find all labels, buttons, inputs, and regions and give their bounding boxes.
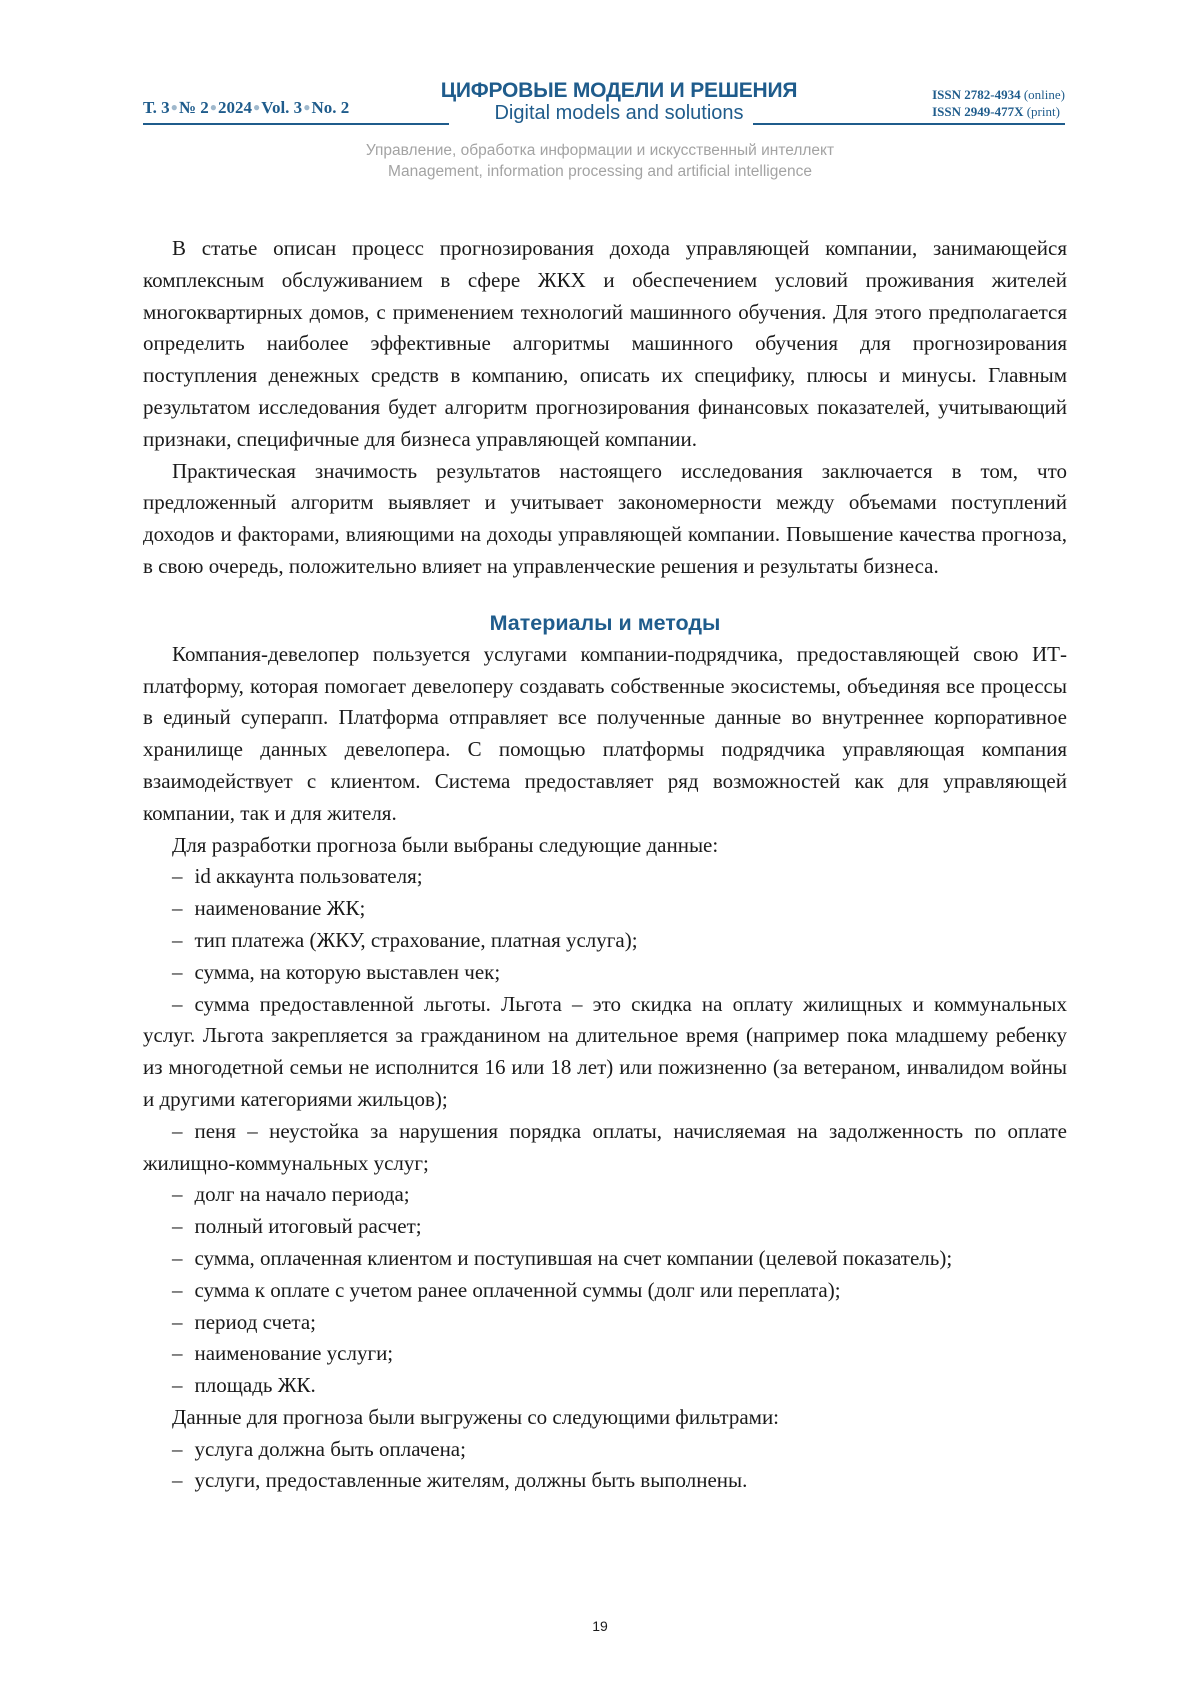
list-dash: – — [172, 1373, 183, 1398]
list-item — [143, 1275, 1067, 1307]
list-item — [143, 1307, 1067, 1339]
list-item — [143, 1370, 1067, 1402]
list-item — [143, 1465, 1067, 1497]
paragraph: Для разработки прогноза были выбраны следующие данные: — [172, 832, 719, 857]
list-item — [143, 1179, 1067, 1211]
list-item-text: площадь ЖК. — [194, 1373, 316, 1398]
list-item — [143, 989, 1067, 1116]
list-item-text: тип платежа (ЖКУ, страхование, платная услуга); — [194, 927, 638, 952]
list-item-text: сумма, на которую выставлен чек; — [194, 959, 501, 984]
list-item — [143, 1243, 1067, 1275]
list-dash: – — [172, 1468, 183, 1493]
list-item — [143, 1434, 1067, 1466]
list-item-text: услуги, предоставленные жителям, должны быть выполнены. — [194, 1468, 748, 1493]
list-item-text: полный итоговый расчет; — [194, 1214, 422, 1239]
list-dash: – — [172, 991, 183, 1016]
list-item — [143, 1116, 1067, 1180]
header-rule-left — [143, 123, 449, 125]
list-dash: – — [172, 1436, 183, 1461]
section-title-en: Management, information processing and artificial intelligence — [388, 163, 812, 180]
list-item-text: наименование услуги; — [194, 1341, 394, 1366]
journal-title-en: Digital models and solutions — [494, 102, 744, 124]
list-dash: – — [172, 959, 183, 984]
list-item-text: долг на начало периода; — [194, 1182, 410, 1207]
list-item — [143, 861, 1067, 893]
list-item — [143, 893, 1067, 925]
journal-title-ru: ЦИФРОВЫЕ МОДЕЛИ И РЕШЕНИЯ — [440, 79, 798, 102]
list-item-text: сумма к оплате с учетом ранее оплаченной суммы (долг или переплата); — [194, 1277, 841, 1302]
section-heading: Материалы и методы — [489, 610, 721, 635]
list-dash: – — [172, 1245, 183, 1270]
paragraph: Практическая значимость результатов настоящего исследования заключается в том, что предложенный алгоритм выявляет и учитывает закономерности между объемами поступлений доходов и факторами, влияющими на доходы управляющей компании. Повышение качества прогноза, в свою очередь, положительно влияет на управленческие решения и результаты бизнеса. — [143, 458, 1067, 578]
list-item-text: сумма, оплаченная клиентом и поступившая на счет компании (целевой показатель); — [194, 1245, 953, 1270]
list-item-text: период счета; — [194, 1309, 316, 1334]
list-dash: – — [172, 1118, 183, 1143]
list-item — [143, 957, 1067, 989]
paragraph: Компания-девелопер пользуется услугами компании-подрядчика, предоставляющей свою ИТ-платформу, которая помогает девелоперу создавать собственные экосистемы, объединяя все процессы в единый суперапп. Платформа отправляет все полученные данные во внутреннее корпоративное хранилище данных девелопера. С помощью платформы подрядчика управляющая компания взаимодействует с клиентом. Система предоставляет ряд возможностей как для управляющей компании, так и для жителя. — [143, 641, 1067, 825]
list-item — [143, 1338, 1067, 1370]
list-dash: – — [172, 927, 183, 952]
list-dash: – — [172, 1182, 183, 1207]
list-item-text: id аккаунта пользователя; — [194, 864, 423, 889]
article-body — [143, 233, 1067, 1497]
volume-info: Т. 3●№ 2●2024●Vol. 3●No. 2 — [143, 98, 350, 117]
list-dash: – — [172, 1277, 183, 1302]
header-rule-right — [753, 123, 1065, 125]
page-number: 19 — [592, 1618, 608, 1634]
paragraph: Данные для прогноза были выгружены со следующими фильтрами: — [172, 1404, 780, 1429]
list-dash: – — [172, 1214, 183, 1239]
list-item — [143, 1211, 1067, 1243]
paragraph: В статье описан процесс прогнозирования дохода управляющей компании, занимающейся комплексным обслуживанием в сфере ЖКХ и обеспечением условий проживания жителей многоквартирных домов, с применением технологий машинного обучения. Для этого предполагается определить наиболее эффективные алгоритмы машинного обучения для прогнозирования поступления денежных средств в компанию, описать их специфику, плюсы и минусы. Главным результатом исследования будет алгоритм прогнозирования финансовых показателей, учитывающий признаки, специфичные для бизнеса управляющей компании. — [143, 236, 1067, 451]
list-dash: – — [172, 864, 183, 889]
data-fields-list — [143, 861, 1067, 1402]
issn-block: ISSN 2782-4934 (online) ISSN 2949-477X (print) — [932, 87, 1065, 119]
section-title — [0, 140, 1200, 182]
list-dash: – — [172, 896, 183, 921]
section-title-ru: Управление, обработка информации и искусственный интеллект — [365, 142, 835, 159]
running-header — [143, 78, 1065, 130]
list-dash: – — [172, 1341, 183, 1366]
journal-title — [419, 80, 819, 124]
filters-list — [143, 1434, 1067, 1498]
list-dash: – — [172, 1309, 183, 1334]
list-item-text: услуга должна быть оплачена; — [194, 1436, 466, 1461]
list-item-text: наименование ЖК; — [194, 896, 366, 921]
list-item — [143, 925, 1067, 957]
list-item-text: пеня – неустойка за нарушения порядка оплаты, начисляемая на задолженность по оплате жилищно-коммунальных услуг; — [143, 1118, 1067, 1175]
list-item-text: сумма предоставленной льготы. Льгота – это скидка на оплату жилищных и коммунальных услуг. Льгота закрепляется за гражданином на длительное время (например пока младшему ребенку из многодетной семьи не исполнится 16 или 18 лет) или пожизненно (за ветераном, инвалидом войны и другими категориями жильцов); — [143, 991, 1067, 1111]
